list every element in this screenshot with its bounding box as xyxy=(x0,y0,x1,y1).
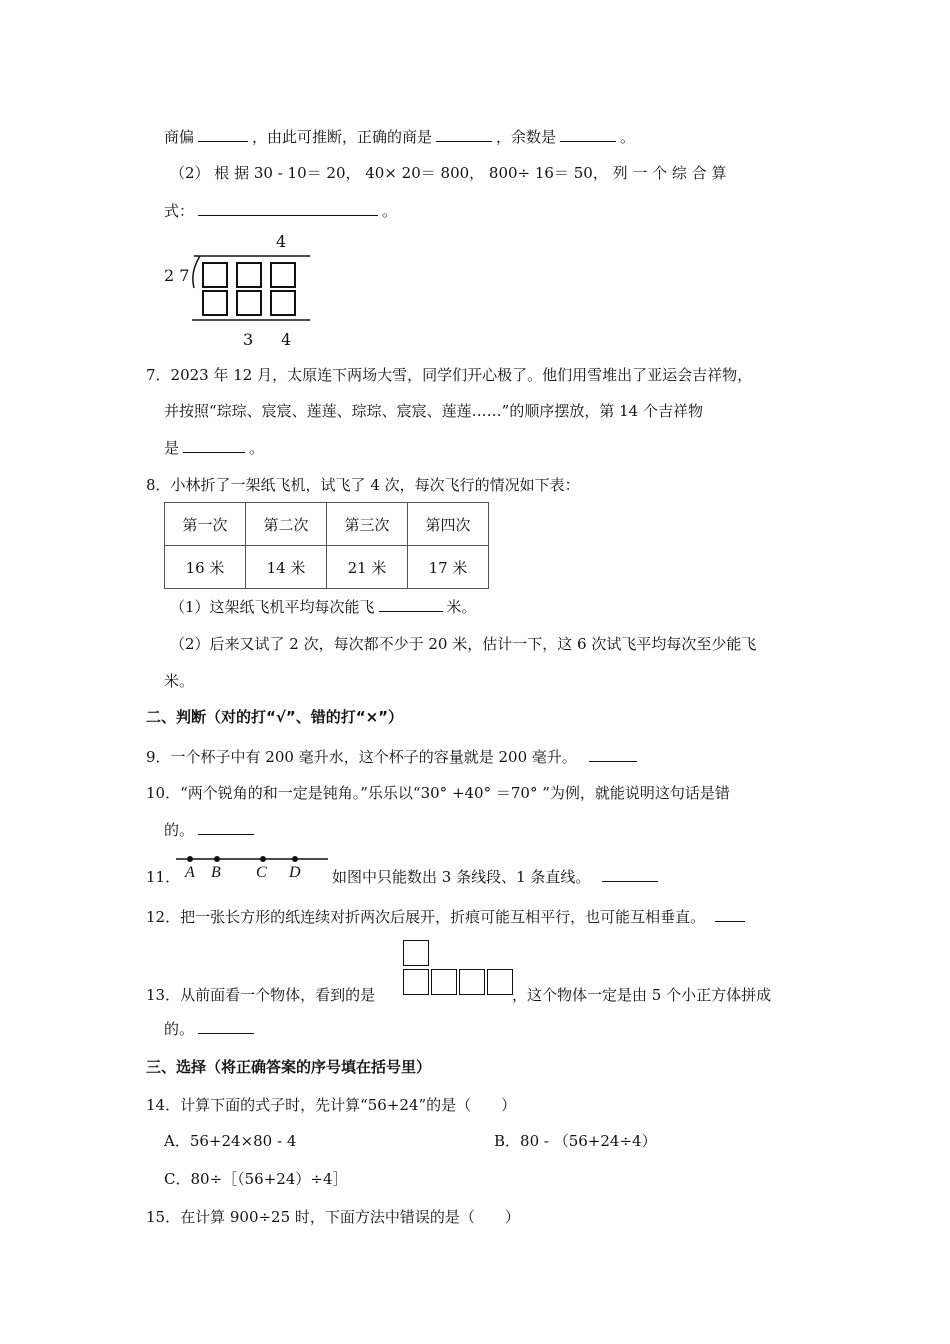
flight-table xyxy=(164,502,489,589)
digit-box[interactable] xyxy=(270,290,296,316)
answer-blank[interactable] xyxy=(715,907,745,922)
q7-line1: 7．2023 年 12 月，太原连下两场大雪，同学们开心极了。他们用雪堆出了亚运会吉祥物， xyxy=(146,366,753,384)
section2-title: 二、判断（对的打“√”、错的打“×”） xyxy=(146,708,404,726)
answer-blank[interactable] xyxy=(198,127,248,142)
q14-option-c[interactable]: C．80÷［（56+24）÷4］ xyxy=(164,1170,348,1188)
q13-line2 xyxy=(164,1018,258,1039)
q7-line3 xyxy=(164,437,264,458)
q12 xyxy=(146,906,749,927)
q8-sub2-line2: 米。 xyxy=(164,672,195,690)
answer-blank[interactable] xyxy=(560,127,616,142)
q10-text: 的。 xyxy=(164,821,195,839)
table-header-cell: 第四次 xyxy=(408,503,489,546)
q11-text-row xyxy=(332,866,662,887)
q7-line2: 并按照“琮琮、宸宸、莲莲、琮琮、宸宸、莲莲……”的顺序摆放，第 14 个吉祥物 xyxy=(164,402,703,420)
digit-box[interactable] xyxy=(202,262,228,288)
answer-blank[interactable] xyxy=(436,127,492,142)
bottom-digit-2: 4 xyxy=(281,330,292,349)
answer-blank[interactable] xyxy=(379,597,443,612)
q8-intro: 8．小林折了一架纸飞机，试飞了 4 次，每次飞行的情况如下表： xyxy=(146,476,580,494)
q6-part2-cont xyxy=(164,200,397,221)
q6-part2-label: 式： xyxy=(164,202,195,220)
digit-box[interactable] xyxy=(202,290,228,316)
q6-text-d: 。 xyxy=(620,128,636,146)
q9 xyxy=(146,746,641,767)
cube-square xyxy=(403,940,429,966)
q8-sub2-line1: （2）后来又试了 2 次，每次都不少于 20 米，估计一下，这 6 次试飞平均每次至少能飞 xyxy=(170,635,757,653)
table-row xyxy=(165,546,489,589)
q6-text-b: ，由此可推断，正确的商是 xyxy=(252,128,433,146)
cube-square xyxy=(403,969,429,995)
q10-line1: 10．“两个锐角的和一定是钝角。”乐乐以“30° +40° ＝70° ”为例，就能说明这句话是错 xyxy=(146,784,730,802)
q11-text: 如图中只能数出 3 条线段、1 条直线。 xyxy=(332,868,591,886)
q15: 15．在计算 900÷25 时，下面方法中错误的是（ ） xyxy=(146,1208,520,1226)
cube-square xyxy=(487,969,513,995)
q13-text: 的。 xyxy=(164,1020,195,1038)
q6-text-c: ，余数是 xyxy=(496,128,557,146)
q12-text: 12．把一张长方形的纸连续对折两次后展开，折痕可能互相平行，也可能互相垂直。 xyxy=(146,908,706,926)
digit-box[interactable] xyxy=(236,290,262,316)
q14-option-b[interactable]: B．80 - （56+24÷4） xyxy=(494,1132,657,1150)
q6-part2: （2） 根 据 30 - 10＝ 20， 40× 20＝ 800， 800÷ 16＝ 50， 列 一 个 综 合 算 xyxy=(170,164,727,182)
q8-sub1 xyxy=(170,596,477,617)
section3-title: 三、选择（将正确答案的序号填在括号里） xyxy=(146,1058,432,1076)
table-cell: 17 米 xyxy=(408,546,489,589)
q7-end: 。 xyxy=(249,439,265,457)
point-label-d: D xyxy=(289,864,301,881)
q14: 14．计算下面的式子时，先计算“56+24”的是（ ） xyxy=(146,1096,517,1114)
line-figure xyxy=(176,852,332,866)
digit-box[interactable] xyxy=(270,262,296,288)
table-cell: 21 米 xyxy=(327,546,408,589)
answer-blank[interactable] xyxy=(602,867,658,882)
q14-option-a[interactable]: A．56+24×80 - 4 xyxy=(164,1132,297,1150)
q11-number: 11． xyxy=(146,868,181,886)
quotient-digit: 4 xyxy=(276,232,287,251)
table-cell: 14 米 xyxy=(246,546,327,589)
cube-square xyxy=(431,969,457,995)
q6-line1 xyxy=(164,126,635,147)
table-header-row xyxy=(165,503,489,546)
table-cell: 16 米 xyxy=(165,546,246,589)
digit-box[interactable] xyxy=(236,262,262,288)
q13-text-b: ，这个物体一定是由 5 个小正方体拼成 xyxy=(512,986,772,1004)
answer-blank[interactable] xyxy=(198,820,254,835)
table-header-cell: 第二次 xyxy=(246,503,327,546)
cube-square xyxy=(459,969,485,995)
bottom-digit-1: 3 xyxy=(243,330,254,349)
q8-sub1-end: 米。 xyxy=(446,598,477,616)
q8-sub1-text: （1）这架纸飞机平均每次能飞 xyxy=(170,598,375,616)
table-header-cell: 第三次 xyxy=(327,503,408,546)
q6-part2-end: 。 xyxy=(382,202,398,220)
point-label-a: A xyxy=(185,864,195,881)
q6-text-a: 商偏 xyxy=(164,128,195,146)
q9-text: 9．一个杯子中有 200 毫升水，这个杯子的容量就是 200 毫升。 xyxy=(146,748,577,766)
divisor: 2 7 xyxy=(164,266,190,285)
q10-line2 xyxy=(164,819,258,840)
q13-text-a: 13．从前面看一个物体，看到的是 xyxy=(146,986,376,1004)
answer-blank[interactable] xyxy=(589,747,637,762)
answer-blank[interactable] xyxy=(198,201,378,216)
answer-blank[interactable] xyxy=(183,438,245,453)
point-label-b: B xyxy=(211,864,221,881)
q7-text: 是 xyxy=(164,439,180,457)
answer-blank[interactable] xyxy=(198,1019,254,1034)
table-header-cell: 第一次 xyxy=(165,503,246,546)
point-label-c: C xyxy=(256,864,267,881)
